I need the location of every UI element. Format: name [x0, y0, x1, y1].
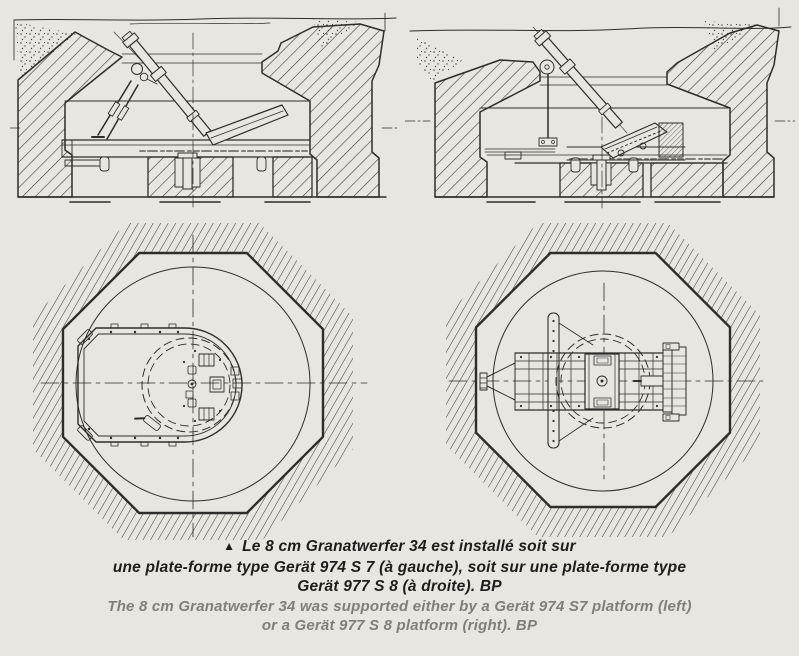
ground-line [14, 18, 396, 20]
caption-french-line-3: Gerät 977 S 8 (à droite). BP [297, 578, 502, 595]
recoil-buffer [659, 123, 683, 157]
bipod [92, 81, 138, 139]
grate-plate [199, 354, 214, 366]
foundation-blocks [100, 153, 312, 197]
caption-french-line-2: une plate-forme type Gerät 974 S 7 (à gauche), soit sur une plate-forme type [112, 558, 687, 576]
figure-section-gerat-977-s8 [405, 5, 795, 210]
mortar-granatwerfer-34 [92, 30, 288, 145]
pivot-block [210, 377, 224, 392]
caption-english-line-1: The 8 cm Granatwerfer 34 was supported either by a Gerät 974 S7 platform (left) [107, 597, 692, 615]
rear-cross-member [663, 343, 686, 421]
anchor-bolt [183, 155, 192, 189]
traversing-handwheel [540, 60, 554, 74]
figure-section-gerat-974-s7 [10, 5, 400, 210]
bolt-dots [88, 331, 179, 439]
turntable [135, 338, 242, 434]
anchor-pin-right [257, 157, 266, 171]
figure-plan-gerat-977-s8 [405, 215, 795, 540]
mortar-tube [532, 28, 624, 130]
carriage-sledge [567, 123, 685, 160]
figure-plan-gerat-974-s7 [15, 215, 400, 540]
caption-french-text-1: Le 8 cm Granatwerfer 34 est installé soit sur [242, 538, 576, 555]
anchor-pin-left [100, 157, 109, 171]
base-plate-block [585, 354, 619, 409]
base-plate [206, 105, 288, 145]
muzzle-plan [480, 363, 515, 400]
concrete-wall-left [435, 60, 540, 197]
locking-handle [135, 410, 161, 434]
mortar-tube [120, 30, 213, 138]
caption-triangle-icon: ▲ [223, 539, 236, 553]
anchor-bolt [597, 157, 606, 190]
tow-bar [641, 376, 663, 386]
foundation-blocks [560, 155, 723, 197]
grate-plate [199, 408, 214, 420]
traversing-handwheel [132, 64, 143, 75]
carriage-plan-977-s8 [480, 313, 686, 448]
caption-french-line-1 [0, 537, 799, 558]
mortar-granatwerfer-34 [532, 27, 685, 160]
caption-english-line-2: or a Gerät 977 S 8 platform (right). BP [261, 617, 538, 634]
figure-caption [0, 537, 799, 636]
